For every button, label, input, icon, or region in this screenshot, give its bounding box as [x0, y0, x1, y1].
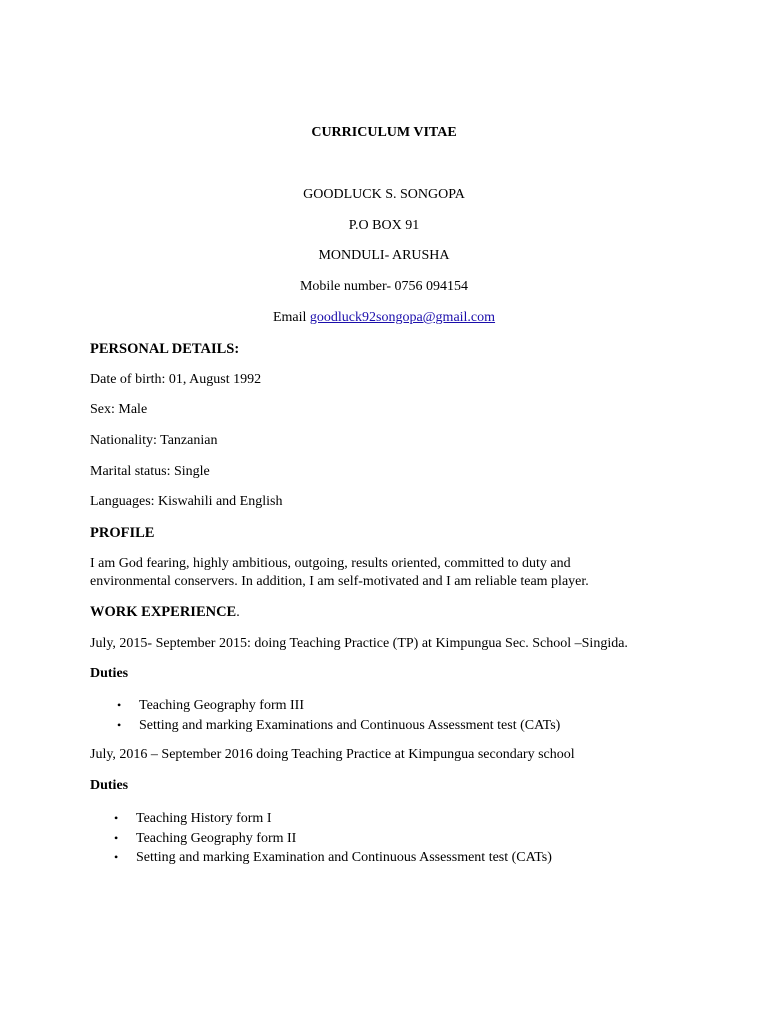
email-label: Email	[272, 310, 307, 325]
job-1-period: July, 2015- September 2015: doing Teaching Practice (TP) at Kimpungua Sec. School –Singida.	[90, 636, 628, 651]
work-experience-heading-suffix: .	[236, 605, 240, 620]
work-experience-heading-row	[90, 603, 240, 622]
profile-text-line-1: I am God fearing, highly ambitious, outgoing, results oriented, committed to duty and	[90, 556, 571, 571]
personal-languages: Languages: Kiswahili and English	[90, 494, 283, 509]
contact-name: GOODLUCK S. SONGOPA	[303, 187, 465, 202]
profile-text-line-2: environmental conservers. In addition, I am self-motivated and I am reliable team player.	[90, 574, 589, 589]
duty-text: Teaching History form I	[136, 811, 272, 826]
contact-mobile: Mobile number- 0756 094154	[299, 279, 469, 294]
job-2-period: July, 2016 – September 2016 doing Teaching Practice at Kimpungua secondary school	[90, 747, 575, 762]
duty-text: Setting and marking Examination and Continuous Assessment test (CATs)	[136, 850, 552, 865]
job-2-duties-label: Duties	[90, 778, 129, 793]
personal-details-heading: PERSONAL DETAILS:	[90, 341, 240, 357]
document-title: CURRICULUM VITAE	[311, 125, 457, 140]
list-item	[117, 696, 560, 716]
contact-email-row	[0, 309, 768, 327]
list-item	[117, 716, 561, 736]
list-item	[114, 848, 552, 868]
job-1-duties-label: Duties	[90, 666, 129, 681]
contact-po-box: P.O BOX 91	[348, 218, 420, 233]
duty-text: Teaching Geography form III	[139, 698, 305, 713]
personal-dob: Date of birth: 01, August 1992	[90, 372, 262, 387]
list-item	[114, 829, 552, 849]
personal-marital-status: Marital status: Single	[90, 464, 210, 479]
profile-heading: PROFILE	[90, 525, 155, 541]
bullet-icon: •	[114, 811, 119, 825]
bullet-icon: •	[114, 830, 119, 845]
duty-text: Teaching Geography form II	[136, 830, 297, 846]
work-experience-heading: WORK EXPERIENCE	[90, 604, 237, 620]
job-1-duties-list	[117, 696, 561, 735]
list-item	[114, 809, 552, 829]
bullet-icon: •	[117, 717, 122, 732]
contact-location: MONDULI- ARUSHA	[318, 248, 450, 263]
duty-text: Setting and marking Examinations and Continuous Assessment test (CATs)	[139, 717, 561, 733]
job-2-duties-list	[114, 809, 552, 868]
bullet-icon: •	[114, 850, 119, 864]
bullet-icon: •	[117, 698, 122, 712]
personal-nationality: Nationality: Tanzanian	[90, 433, 218, 448]
personal-sex: Sex: Male	[90, 402, 148, 417]
email-link[interactable]: goodluck92songopa@gmail.com	[309, 310, 496, 325]
